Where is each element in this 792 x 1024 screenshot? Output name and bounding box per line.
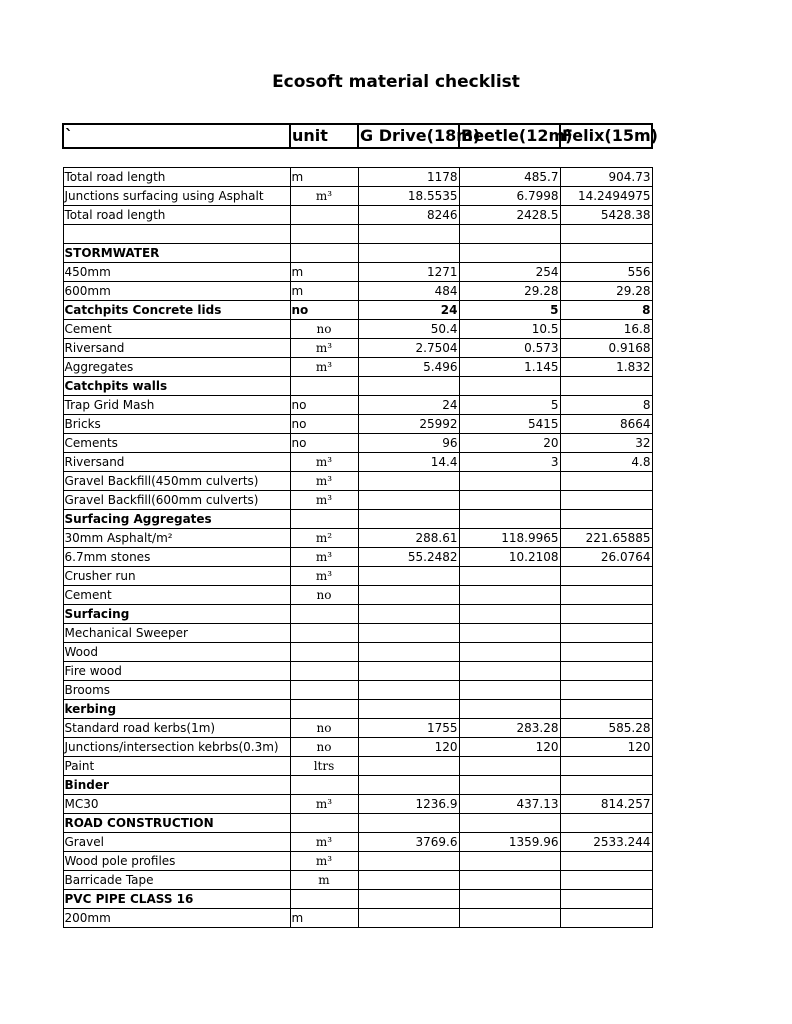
unit-cell: no [290,415,358,434]
felix-value: 585.28 [560,719,652,738]
beetle-value: 5 [459,396,560,415]
unit-cell: m³ [290,453,358,472]
table-row [63,776,652,795]
spacer-cell [63,148,290,168]
unit-cell [290,605,358,624]
unit-cell: m [290,871,358,890]
table-row [63,567,652,586]
beetle-value [459,662,560,681]
g-drive-value [358,624,459,643]
g-drive-value: 8246 [358,206,459,225]
item-cell: Junctions/intersection kebrbs(0.3m) [63,738,290,757]
spacer-row [63,148,652,168]
beetle-value: 20 [459,434,560,453]
unit-cell [290,681,358,700]
felix-value [560,681,652,700]
beetle-value [459,757,560,776]
table-row [63,453,652,472]
unit-cell: no [290,320,358,339]
g-drive-value [358,757,459,776]
g-drive-value [358,567,459,586]
item-cell [63,225,290,244]
table-row [63,814,652,833]
beetle-value [459,681,560,700]
beetle-value [459,491,560,510]
beetle-value: 5415 [459,415,560,434]
felix-value [560,586,652,605]
table-row [63,187,652,206]
felix-value [560,510,652,529]
item-cell: Cement [63,320,290,339]
unit-cell: m² [290,529,358,548]
unit-cell [290,700,358,719]
table-row [63,377,652,396]
g-drive-value: 24 [358,301,459,320]
g-drive-value: 55.2482 [358,548,459,567]
felix-value [560,871,652,890]
item-cell: Riversand [63,339,290,358]
item-cell: Cement [63,586,290,605]
g-drive-value [358,909,459,928]
item-cell: Barricade Tape [63,871,290,890]
felix-value: 8664 [560,415,652,434]
table-row [63,339,652,358]
g-drive-value: 288.61 [358,529,459,548]
unit-cell: m³ [290,339,358,358]
beetle-value [459,225,560,244]
item-cell: Brooms [63,681,290,700]
g-drive-value: 14.4 [358,453,459,472]
g-drive-value [358,244,459,263]
table-row [63,320,652,339]
beetle-value: 0.573 [459,339,560,358]
g-drive-value [358,225,459,244]
unit-cell: m³ [290,852,358,871]
g-drive-value [358,472,459,491]
item-cell: PVC PIPE CLASS 16 [63,890,290,909]
unit-cell: m³ [290,548,358,567]
felix-value [560,814,652,833]
beetle-value [459,643,560,662]
beetle-value [459,871,560,890]
beetle-value [459,377,560,396]
item-cell: Surfacing [63,605,290,624]
felix-value: 0.9168 [560,339,652,358]
table-row [63,605,652,624]
table-row [63,510,652,529]
beetle-value: 6.7998 [459,187,560,206]
felix-value [560,605,652,624]
g-drive-value [358,605,459,624]
unit-cell: m³ [290,795,358,814]
g-drive-value: 1236.9 [358,795,459,814]
table-row [63,681,652,700]
felix-value: 5428.38 [560,206,652,225]
g-drive-value [358,681,459,700]
beetle-value [459,510,560,529]
item-cell: Gravel Backfill(450mm culverts) [63,472,290,491]
table-row [63,434,652,453]
spacer-cell [358,148,459,168]
table-row [63,852,652,871]
item-cell: STORMWATER [63,244,290,263]
item-cell: Standard road kerbs(1m) [63,719,290,738]
unit-cell: m [290,909,358,928]
felix-value [560,225,652,244]
felix-value: 26.0764 [560,548,652,567]
g-drive-value: 96 [358,434,459,453]
item-cell: MC30 [63,795,290,814]
header-unit: unit [290,124,358,148]
felix-value [560,700,652,719]
beetle-value: 29.28 [459,282,560,301]
item-cell: 450mm [63,263,290,282]
item-cell: Catchpits Concrete lids [63,301,290,320]
unit-cell [290,624,358,643]
beetle-value: 10.2108 [459,548,560,567]
beetle-value [459,890,560,909]
unit-cell [290,814,358,833]
felix-value: 2533.244 [560,833,652,852]
unit-cell [290,225,358,244]
table-row [63,719,652,738]
spacer-cell [459,148,560,168]
table-row [63,301,652,320]
unit-cell: m³ [290,187,358,206]
unit-cell [290,206,358,225]
item-cell: Catchpits walls [63,377,290,396]
felix-value: 904.73 [560,168,652,187]
beetle-value: 1359.96 [459,833,560,852]
g-drive-value: 5.496 [358,358,459,377]
beetle-value [459,776,560,795]
table-row [63,282,652,301]
beetle-value: 1.145 [459,358,560,377]
felix-value [560,909,652,928]
g-drive-value [358,852,459,871]
unit-cell [290,377,358,396]
beetle-value [459,567,560,586]
unit-cell [290,510,358,529]
unit-cell: no [290,738,358,757]
g-drive-value: 25992 [358,415,459,434]
beetle-value: 10.5 [459,320,560,339]
unit-cell: m³ [290,833,358,852]
felix-value [560,491,652,510]
item-cell: Riversand [63,453,290,472]
felix-value [560,662,652,681]
item-cell: kerbing [63,700,290,719]
item-cell: 600mm [63,282,290,301]
page-title: Ecosoft material checklist [272,72,520,92]
felix-value [560,643,652,662]
item-cell: Fire wood [63,662,290,681]
g-drive-value [358,871,459,890]
table-row [63,909,652,928]
table-row [63,225,652,244]
beetle-value [459,472,560,491]
g-drive-value [358,662,459,681]
table-row [63,643,652,662]
item-cell: Paint [63,757,290,776]
beetle-value [459,700,560,719]
beetle-value: 485.7 [459,168,560,187]
table-row [63,529,652,548]
g-drive-value: 1755 [358,719,459,738]
unit-cell: m³ [290,358,358,377]
item-cell: Cements [63,434,290,453]
felix-value [560,472,652,491]
table-row [63,396,652,415]
header-felix: Felix(15m) [560,124,652,148]
felix-value [560,776,652,795]
beetle-value [459,586,560,605]
unit-cell: no [290,586,358,605]
item-cell: Junctions surfacing using Asphalt [63,187,290,206]
item-cell: Total road length [63,168,290,187]
g-drive-value: 24 [358,396,459,415]
spacer-cell [560,148,652,168]
unit-cell [290,244,358,263]
felix-value: 221.65885 [560,529,652,548]
item-cell: ROAD CONSTRUCTION [63,814,290,833]
table-row [63,206,652,225]
g-drive-value [358,776,459,795]
item-cell: Total road length [63,206,290,225]
unit-cell: m [290,263,358,282]
g-drive-value [358,586,459,605]
g-drive-value: 50.4 [358,320,459,339]
felix-value: 14.2494975 [560,187,652,206]
table-row [63,263,652,282]
table-row [63,491,652,510]
g-drive-value [358,814,459,833]
g-drive-value [358,700,459,719]
g-drive-value: 2.7504 [358,339,459,358]
unit-cell: no [290,396,358,415]
beetle-value: 120 [459,738,560,757]
item-cell: 200mm [63,909,290,928]
table-row [63,757,652,776]
beetle-value: 5 [459,301,560,320]
felix-value [560,757,652,776]
table-row [63,662,652,681]
g-drive-value: 1178 [358,168,459,187]
beetle-value [459,605,560,624]
table-row [63,890,652,909]
beetle-value [459,909,560,928]
unit-cell [290,890,358,909]
felix-value: 4.8 [560,453,652,472]
unit-cell [290,776,358,795]
unit-cell: m³ [290,491,358,510]
felix-value [560,890,652,909]
unit-cell: m [290,168,358,187]
item-cell: Binder [63,776,290,795]
beetle-value: 2428.5 [459,206,560,225]
felix-value [560,624,652,643]
g-drive-value: 120 [358,738,459,757]
g-drive-value: 18.5535 [358,187,459,206]
beetle-value: 3 [459,453,560,472]
table-row [63,738,652,757]
g-drive-value: 1271 [358,263,459,282]
felix-value [560,852,652,871]
felix-value: 1.832 [560,358,652,377]
beetle-value [459,852,560,871]
table-row [63,548,652,567]
item-cell: Wood [63,643,290,662]
item-cell: Gravel Backfill(600mm culverts) [63,491,290,510]
table-row [63,586,652,605]
header-row [63,124,652,148]
table-row [63,795,652,814]
g-drive-value [358,890,459,909]
felix-value: 814.257 [560,795,652,814]
table-row [63,871,652,890]
table-row [63,415,652,434]
item-cell: 30mm Asphalt/m² [63,529,290,548]
felix-value: 8 [560,301,652,320]
item-cell: Bricks [63,415,290,434]
header-g-drive: G Drive(18m) [358,124,459,148]
felix-value [560,567,652,586]
felix-value [560,244,652,263]
g-drive-value [358,510,459,529]
item-cell: Aggregates [63,358,290,377]
item-cell: Mechanical Sweeper [63,624,290,643]
g-drive-value: 484 [358,282,459,301]
table-row [63,358,652,377]
beetle-value: 283.28 [459,719,560,738]
table-row [63,700,652,719]
beetle-value [459,244,560,263]
beetle-value [459,624,560,643]
item-cell: Surfacing Aggregates [63,510,290,529]
item-cell: Trap Grid Mash [63,396,290,415]
table-row [63,168,652,187]
unit-cell: no [290,301,358,320]
unit-cell: no [290,719,358,738]
beetle-value [459,814,560,833]
g-drive-value [358,491,459,510]
table-row [63,624,652,643]
header-item: ` [63,124,290,148]
unit-cell: no [290,434,358,453]
beetle-value: 437.13 [459,795,560,814]
g-drive-value [358,643,459,662]
table-row [63,833,652,852]
spacer-cell [290,148,358,168]
table-row [63,244,652,263]
item-cell: Wood pole profiles [63,852,290,871]
material-checklist-table [62,123,658,928]
felix-value: 8 [560,396,652,415]
felix-value [560,377,652,396]
item-cell: Crusher run [63,567,290,586]
g-drive-value [358,377,459,396]
beetle-value: 254 [459,263,560,282]
unit-cell [290,662,358,681]
felix-value: 16.8 [560,320,652,339]
felix-value: 120 [560,738,652,757]
unit-cell: m³ [290,567,358,586]
g-drive-value: 3769.6 [358,833,459,852]
item-cell: Gravel [63,833,290,852]
felix-value: 29.28 [560,282,652,301]
header-beetle: Beetle(12m) [459,124,560,148]
felix-value: 32 [560,434,652,453]
felix-value: 556 [560,263,652,282]
unit-cell: ltrs [290,757,358,776]
unit-cell: m [290,282,358,301]
beetle-value: 118.9965 [459,529,560,548]
item-cell: 6.7mm stones [63,548,290,567]
unit-cell [290,643,358,662]
unit-cell: m³ [290,472,358,491]
table-row [63,472,652,491]
